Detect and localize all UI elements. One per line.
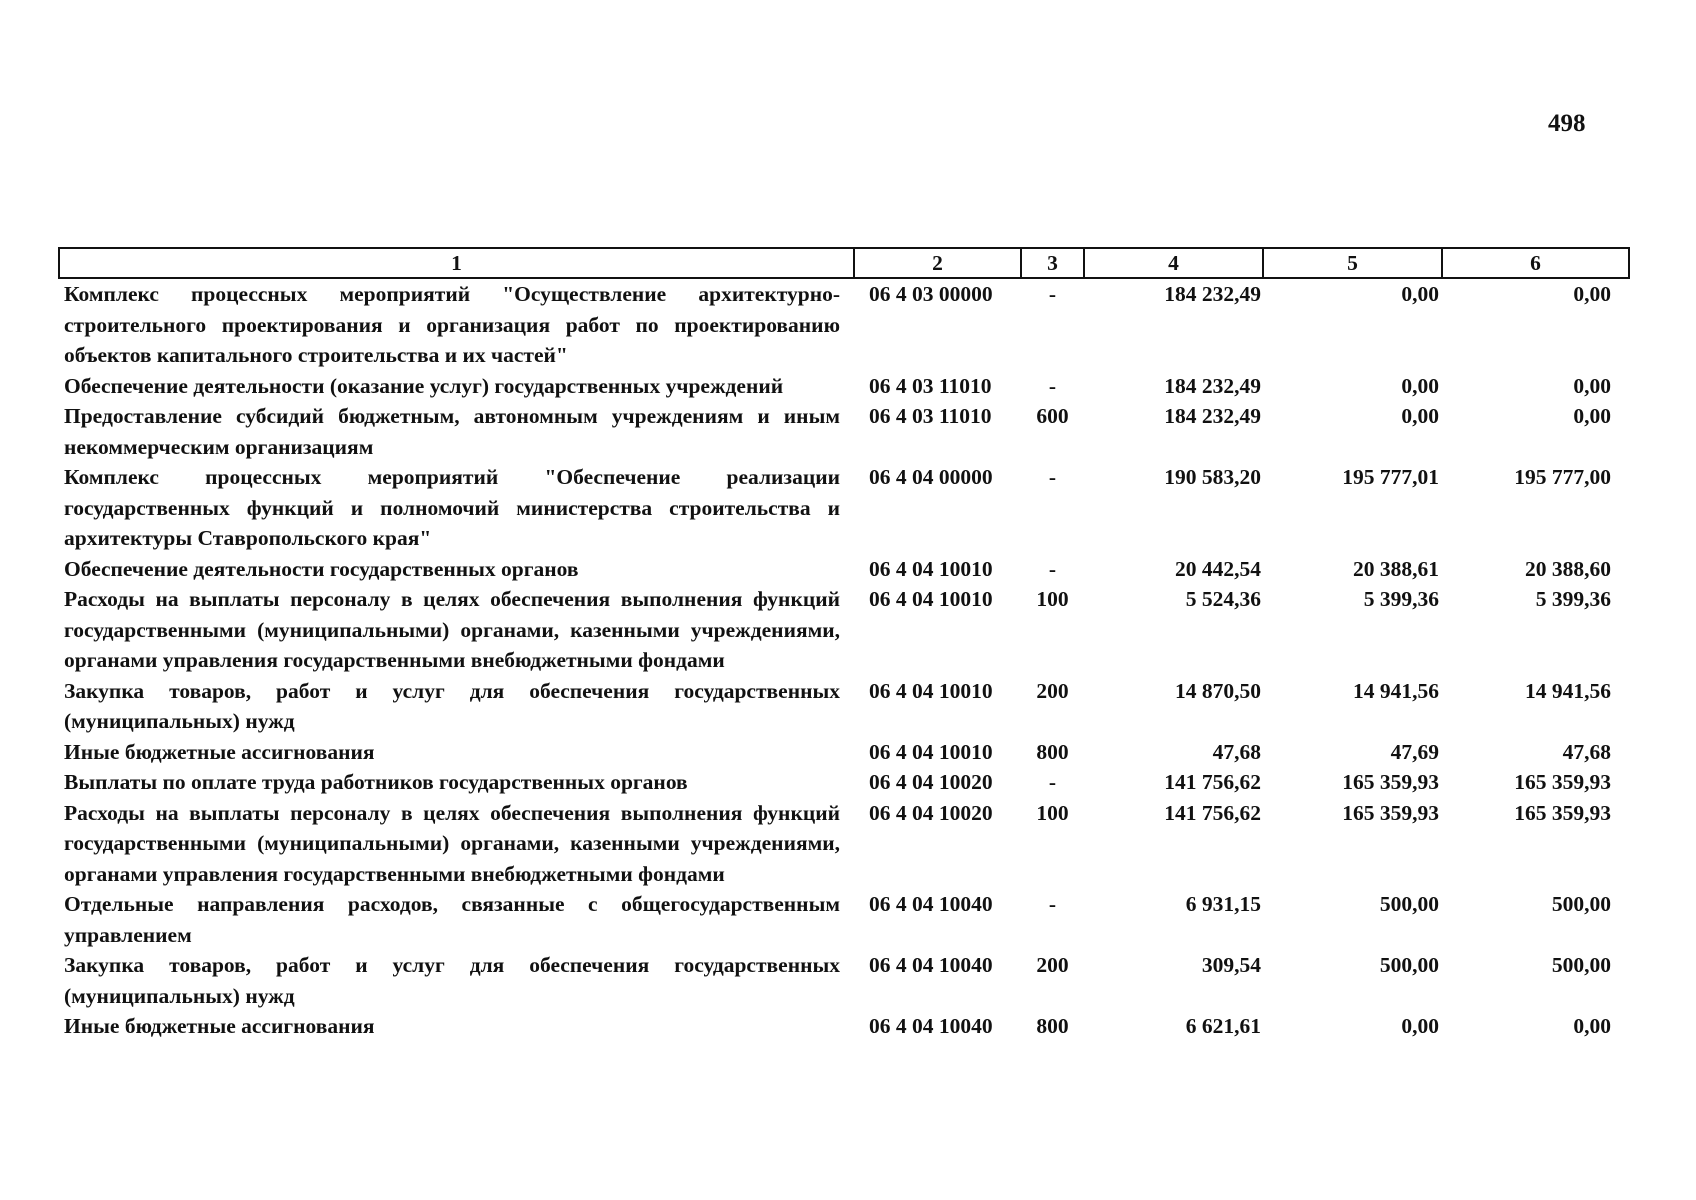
page-number: 498 xyxy=(1548,110,1586,137)
row-expense-type: 100 xyxy=(1036,587,1069,611)
row-value-col-5: 5 399,36 xyxy=(1363,587,1439,611)
row-expense-type: 800 xyxy=(1036,739,1069,764)
row-code: 06 4 03 11010 xyxy=(869,373,992,398)
row-name: Отдельные направления расходов, связанные с общегосударственным управлением xyxy=(64,892,840,947)
row-value-col-4: 14 870,50 xyxy=(1175,678,1261,703)
row-name: Иные бюджетные ассигнования xyxy=(64,1014,375,1038)
row-value-col-6: 500,00 xyxy=(1551,953,1611,977)
row-value-col-6: 20 388,60 xyxy=(1525,556,1611,581)
row-name: Обеспечение деятельности (оказание услуг) государственных учреждений xyxy=(64,373,784,398)
table-row xyxy=(59,889,1629,950)
row-value-col-6: 165 359,93 xyxy=(1514,800,1611,825)
row-expense-type: - xyxy=(1048,556,1057,581)
row-value-col-6: 0,00 xyxy=(1573,373,1611,398)
row-value-col-5: 500,00 xyxy=(1379,892,1439,916)
row-value-col-4: 309,54 xyxy=(1201,953,1261,977)
row-expense-type: - xyxy=(1048,373,1057,398)
table-row xyxy=(59,950,1629,1011)
row-value-col-4: 184 232,49 xyxy=(1164,282,1261,306)
row-value-col-5: 500,00 xyxy=(1379,953,1439,977)
row-value-col-5: 47,69 xyxy=(1390,739,1439,764)
row-name: Закупка товаров, работ и услуг для обеспечения государственных (муниципальных) нужд xyxy=(64,678,840,733)
row-expense-type: 600 xyxy=(1036,404,1069,428)
row-value-col-4: 6 621,61 xyxy=(1185,1014,1261,1038)
row-code: 06 4 04 10010 xyxy=(869,556,993,581)
row-value-col-6: 47,68 xyxy=(1562,739,1611,764)
row-code: 06 4 04 10020 xyxy=(869,800,993,825)
table-body xyxy=(59,278,1629,1042)
row-value-col-6: 0,00 xyxy=(1573,404,1611,428)
table-row xyxy=(59,401,1629,462)
row-value-col-5: 0,00 xyxy=(1401,282,1439,306)
row-name: Выплаты по оплате труда работников государственных органов xyxy=(64,770,688,794)
header-col-3: 3 xyxy=(1021,248,1084,278)
row-value-col-6: 165 359,93 xyxy=(1514,770,1611,794)
table-row xyxy=(59,371,1629,402)
header-col-2: 2 xyxy=(854,248,1021,278)
row-value-col-5: 165 359,93 xyxy=(1342,800,1439,825)
table-row xyxy=(59,676,1629,737)
row-name: Комплекс процессных мероприятий "Обеспечение реализации государственных функций и полномочий министерства строительства и архитектуры Ставропольского края" xyxy=(64,465,840,550)
row-value-col-5: 0,00 xyxy=(1401,1014,1439,1038)
row-value-col-5: 0,00 xyxy=(1401,404,1439,428)
row-value-col-6: 195 777,00 xyxy=(1514,465,1611,489)
header-row xyxy=(59,248,1629,278)
row-expense-type: - xyxy=(1048,282,1057,306)
row-code: 06 4 04 10020 xyxy=(869,770,993,794)
row-value-col-5: 20 388,61 xyxy=(1353,556,1439,581)
row-name: Расходы на выплаты персоналу в целях обеспечения выполнения функций государственными (муниципальными) органами, казенными учреждениями, органами управления государственными внебюджетными фондами xyxy=(64,800,840,886)
row-value-col-6: 5 399,36 xyxy=(1535,587,1611,611)
row-code: 06 4 04 10040 xyxy=(869,953,993,977)
row-value-col-5: 165 359,93 xyxy=(1342,770,1439,794)
header-col-6: 6 xyxy=(1442,248,1629,278)
table-row xyxy=(59,554,1629,585)
table-row xyxy=(59,1011,1629,1042)
row-expense-type: 200 xyxy=(1036,678,1069,703)
row-value-col-4: 190 583,20 xyxy=(1164,465,1261,489)
row-expense-type: 100 xyxy=(1036,800,1069,825)
row-value-col-6: 14 941,56 xyxy=(1525,678,1611,703)
row-code: 06 4 03 11010 xyxy=(869,404,992,428)
row-value-col-4: 141 756,62 xyxy=(1164,770,1261,794)
header-col-1: 1 xyxy=(59,248,854,278)
row-name: Расходы на выплаты персоналу в целях обеспечения выполнения функций государственными (муниципальными) органами, казенными учреждениями, органами управления государственными внебюджетными фондами xyxy=(64,587,840,672)
row-code: 06 4 04 10010 xyxy=(869,587,993,611)
row-value-col-4: 20 442,54 xyxy=(1175,556,1261,581)
row-code: 06 4 04 10040 xyxy=(869,892,993,916)
row-value-col-5: 195 777,01 xyxy=(1342,465,1439,489)
row-expense-type: 800 xyxy=(1036,1014,1069,1038)
header-col-4: 4 xyxy=(1084,248,1263,278)
row-value-col-4: 5 524,36 xyxy=(1185,587,1261,611)
row-value-col-4: 47,68 xyxy=(1212,739,1261,764)
table-row xyxy=(59,798,1629,890)
row-name: Закупка товаров, работ и услуг для обеспечения государственных (муниципальных) нужд xyxy=(64,953,840,1008)
row-code: 06 4 04 00000 xyxy=(869,465,993,489)
row-value-col-5: 0,00 xyxy=(1401,373,1439,398)
row-expense-type: 200 xyxy=(1036,953,1069,977)
row-expense-type: - xyxy=(1048,892,1057,916)
row-name: Обеспечение деятельности государственных органов xyxy=(64,556,579,581)
table-row xyxy=(59,278,1629,371)
row-code: 06 4 04 10010 xyxy=(869,678,993,703)
row-value-col-6: 0,00 xyxy=(1573,1014,1611,1038)
row-expense-type: - xyxy=(1048,770,1057,794)
row-value-col-6: 500,00 xyxy=(1551,892,1611,916)
row-name: Иные бюджетные ассигнования xyxy=(64,739,375,764)
row-value-col-4: 141 756,62 xyxy=(1164,800,1261,825)
row-value-col-4: 6 931,15 xyxy=(1185,892,1261,916)
row-value-col-6: 0,00 xyxy=(1573,282,1611,306)
table-row xyxy=(59,737,1629,768)
row-name: Предоставление субсидий бюджетным, автономным учреждениям и иным некоммерческим организациям xyxy=(64,404,840,459)
row-value-col-4: 184 232,49 xyxy=(1164,373,1261,398)
row-code: 06 4 04 10010 xyxy=(869,739,993,764)
row-code: 06 4 04 10040 xyxy=(869,1014,993,1038)
table-row xyxy=(59,767,1629,798)
table-row xyxy=(59,584,1629,676)
row-value-col-5: 14 941,56 xyxy=(1353,678,1439,703)
row-value-col-4: 184 232,49 xyxy=(1164,404,1261,428)
table-row xyxy=(59,462,1629,554)
table-header xyxy=(59,248,1629,278)
header-col-5: 5 xyxy=(1263,248,1442,278)
budget-table xyxy=(58,247,1630,1042)
row-name: Комплекс процессных мероприятий "Осуществление архитектурно-строительного проектирования и организация работ по проектированию объектов капитального строительства и их частей" xyxy=(64,282,840,367)
row-expense-type: - xyxy=(1048,465,1057,489)
row-code: 06 4 03 00000 xyxy=(869,282,993,306)
